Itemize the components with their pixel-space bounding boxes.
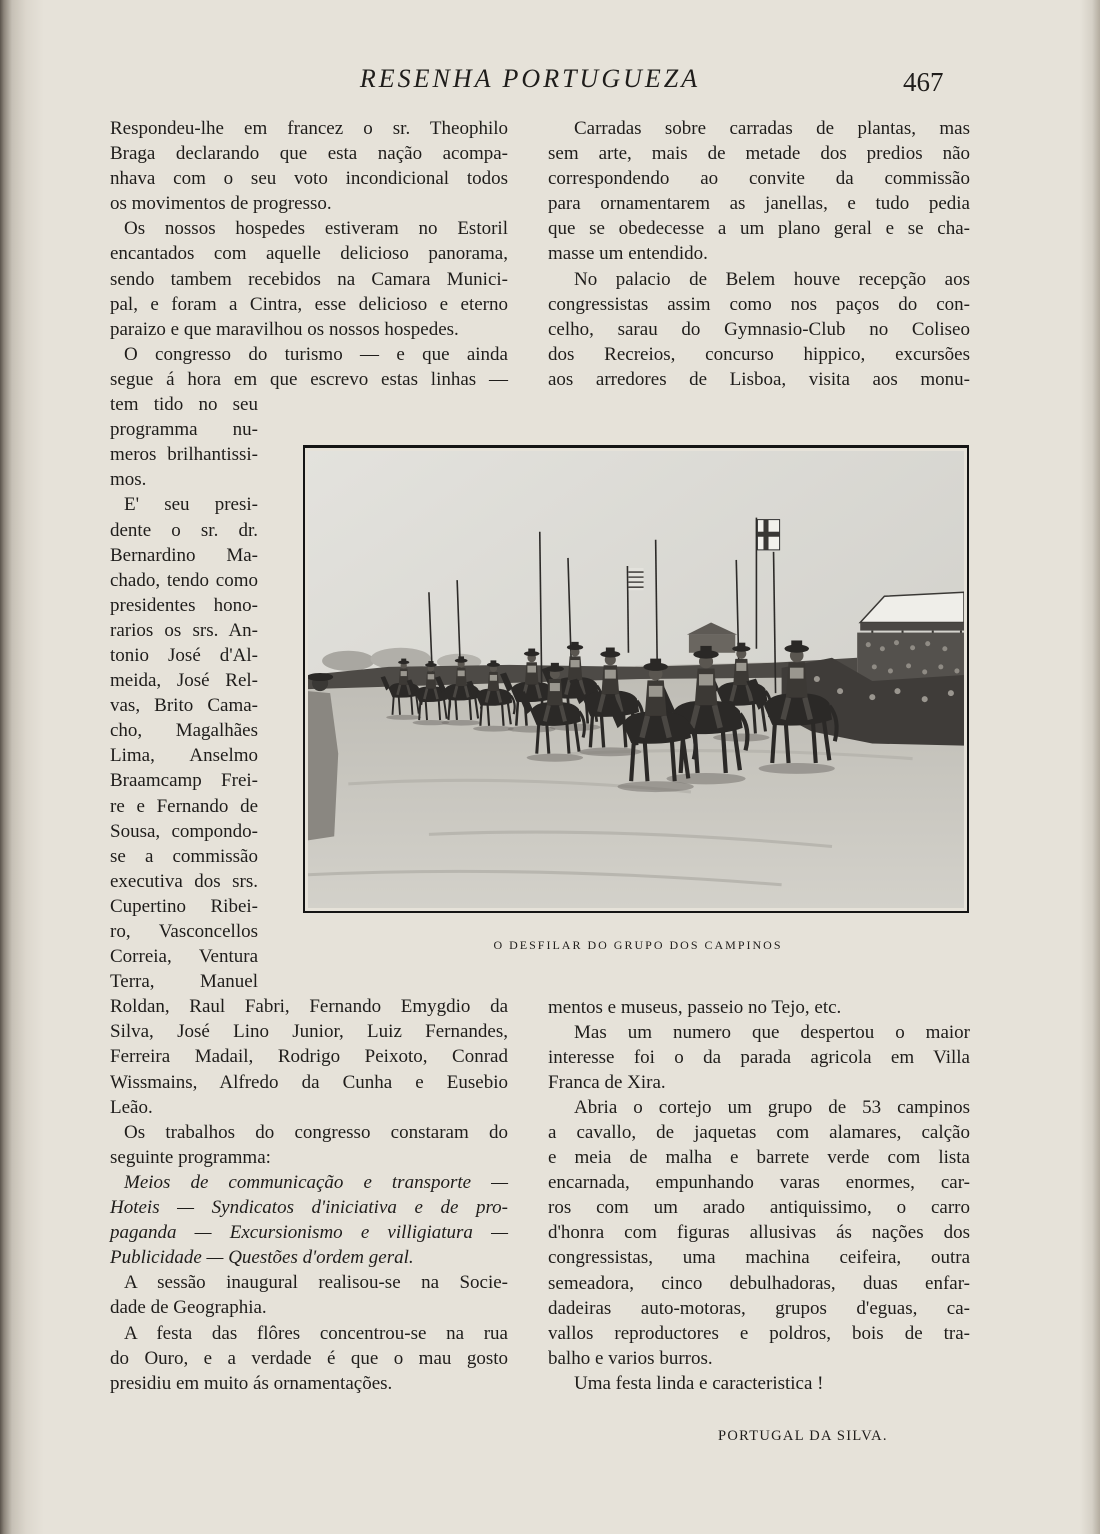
text-line: celho, sarau do Gymnasio-Club no Coliseo	[548, 318, 970, 340]
text-line: Franca de Xira.	[548, 1071, 666, 1093]
text-line: meros brilhantissi-	[110, 444, 258, 466]
text-line: paganda — Excursionismo e villigiatura —	[110, 1222, 508, 1244]
text-line: Os nossos hospedes estiveram no Estoril	[124, 218, 508, 240]
text-line: vallos reproductores e poldros, bois de tra-	[548, 1322, 970, 1344]
text-line: Silva, José Lino Junior, Luiz Fernandes,	[110, 1021, 508, 1043]
paragraph	[548, 267, 970, 392]
text-line: paraizo e que maravilhou os nossos hospedes.	[110, 318, 459, 340]
right-column-bottom	[548, 995, 970, 1397]
text-line: Lima, Anselmo	[110, 745, 258, 767]
text-line: re e Fernando de	[110, 795, 258, 817]
text-line: balho e varios burros.	[548, 1347, 713, 1369]
text-line: O congresso do turismo — e que ainda	[124, 343, 508, 365]
paragraph	[548, 1371, 970, 1396]
text-line: mos.	[110, 469, 147, 491]
text-line: Leão.	[110, 1096, 153, 1118]
text-line: sem arte, mais de metade dos predios não	[548, 143, 970, 165]
text-line: correspondendo ao convite da commissão	[548, 168, 970, 190]
text-line: masse um entendido.	[548, 243, 708, 265]
page-edge	[1080, 0, 1100, 1534]
text-line: Respondeu-lhe em francez o sr. Theophilo	[110, 118, 508, 139]
text-line: programma nu-	[110, 419, 258, 441]
text-line: A sessão inaugural realisou-se na Socie-	[124, 1272, 508, 1294]
text-line: se a commissão	[110, 845, 258, 867]
text-line: dente o sr. dr.	[110, 519, 258, 541]
text-line: e meia de malha e barrete verde com lista	[548, 1147, 970, 1169]
text-line: rarios os srs. An-	[110, 619, 258, 641]
text-line: interesse foi o da parada agricola em Villa	[548, 1046, 970, 1068]
text-line: Sousa, compondo-	[110, 820, 258, 842]
text-line: Correia, Ventura	[110, 946, 258, 968]
text-line: aos arredores de Lisboa, visita aos monu-	[548, 368, 970, 390]
paragraph	[548, 116, 970, 267]
text-line: presidiu em muito ás ornamentações.	[110, 1372, 393, 1394]
text-line: a cavallo, de jaquetas com alamares, calção	[548, 1121, 970, 1143]
page-number: 467	[903, 67, 944, 97]
text-line: ro, Vasconcellos	[110, 921, 258, 942]
text-line: ros com um arado antiquissimo, o carro	[548, 1197, 970, 1219]
paragraph-continued	[548, 995, 970, 1020]
text-line: congressistas assim como nos paços do con-	[548, 293, 970, 315]
text-line: Meios de communicação e transporte —	[124, 1171, 508, 1193]
text-line: meida, José Rel-	[110, 670, 258, 692]
text-line: tem tido no seu	[110, 394, 258, 416]
text-line: Braamcamp Frei-	[110, 770, 258, 792]
text-line: cho, Magalhães	[110, 720, 258, 742]
text-line: para ornamentarem as janellas, e tudo pedia	[548, 193, 970, 215]
paragraph	[548, 1095, 970, 1371]
text-line: A festa das flôres concentrou-se na rua	[124, 1322, 508, 1344]
text-line: encarnada, empunhando varas enormes, car-	[548, 1172, 970, 1194]
text-line: Cupertino Ribei-	[110, 895, 258, 917]
text-line: seguinte programma:	[110, 1146, 271, 1168]
text-line: dade de Geographia.	[110, 1297, 267, 1319]
page-binding-shadow	[0, 0, 44, 1534]
text-line: No palacio de Belem houve recepção aos	[574, 268, 970, 290]
paragraph	[110, 1270, 508, 1320]
text-line: Braga declarando que esta nação acompa-	[110, 143, 508, 165]
paragraph	[110, 1120, 508, 1170]
text-line: Mas um numero que despertou o maior	[574, 1021, 970, 1043]
text-line: dadeiras auto-motoras, grupos d'eguas, ca-	[548, 1297, 970, 1319]
text-line: tonio José d'Al-	[110, 644, 258, 666]
text-line: que se obedecesse a um plano geral e se cha-	[548, 218, 970, 240]
text-line: chado, tendo como	[110, 569, 258, 591]
photograph-campinos-parade	[308, 451, 964, 908]
author-signature: PORTUGAL DA SILVA.	[718, 1428, 888, 1444]
text-line: segue á hora em que escrevo estas linhas —	[110, 368, 508, 390]
text-line: E' seu presi-	[124, 494, 258, 516]
text-line: nhava com o seu voto incondicional todos	[110, 168, 508, 190]
text-line: sendo tambem recebidos na Camara Munici-	[110, 268, 508, 290]
paragraph	[110, 116, 508, 216]
text-line: semeadora, cinco debulhadoras, duas enfar-	[548, 1272, 970, 1294]
text-line: Terra, Manuel	[110, 971, 258, 993]
photo-caption: O DESFILAR DO GRUPO DOS CAMPINOS	[493, 938, 783, 952]
paragraph	[110, 1321, 508, 1396]
text-line: dos Recreios, concurso hippico, excursões	[548, 343, 970, 365]
text-line: Publicidade — Questões d'ordem geral.	[110, 1247, 414, 1269]
text-line: presidentes hono-	[110, 594, 258, 616]
running-title: RESENHA PORTUGUEZA	[359, 64, 701, 93]
text-line: d'honra com figuras allusivas ás nações dos	[548, 1222, 970, 1244]
text-line: vas, Brito Cama-	[110, 695, 258, 717]
paragraph-italic-program	[110, 1170, 508, 1270]
text-line: do Ouro, e a verdade é que o mau gosto	[110, 1347, 508, 1369]
text-line: Os trabalhos do congresso constaram do	[124, 1121, 508, 1143]
text-line: encantados com aquelle delicioso panorama,	[110, 243, 508, 265]
text-line: Uma festa linda e caracteristica !	[574, 1372, 824, 1394]
text-line: mentos e museus, passeio no Tejo, etc.	[548, 996, 842, 1018]
text-line: Wissmains, Alfredo da Cunha e Eusebio	[110, 1071, 508, 1093]
text-line: Hoteis — Syndicatos d'iniciativa e de pro-	[110, 1197, 508, 1219]
paragraph	[110, 216, 508, 341]
text-line: Abria o cortejo um grupo de 53 campinos	[574, 1096, 970, 1118]
paragraph	[548, 1020, 970, 1095]
text-line: Bernardino Ma-	[110, 544, 258, 566]
text-line: executiva dos srs.	[110, 870, 258, 892]
photo-frame	[303, 445, 969, 913]
text-line: Roldan, Raul Fabri, Fernando Emygdio da	[110, 996, 508, 1018]
text-line: Carradas sobre carradas de plantas, mas	[574, 118, 970, 139]
text-line: pal, e foram a Cintra, esse delicioso e eterno	[110, 293, 508, 315]
text-line: Ferreira Madail, Rodrigo Peixoto, Conrad	[110, 1046, 508, 1068]
text-line: congressistas, uma machina ceifeira, outra	[548, 1247, 970, 1269]
text-line: os movimentos de progresso.	[110, 193, 332, 215]
right-column-top	[548, 116, 970, 392]
